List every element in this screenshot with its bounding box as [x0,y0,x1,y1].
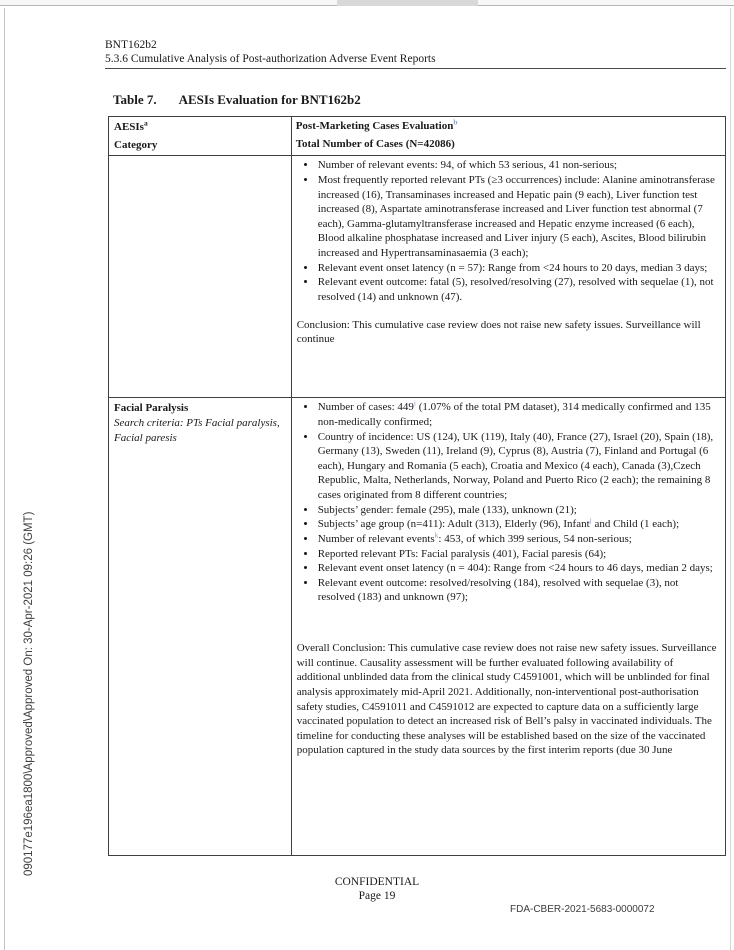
category-criteria: Search criteria: PTs Facial paralysis, Facial paresis [114,416,280,444]
browser-tab-fragment[interactable] [337,0,478,6]
table-caption-text: AESIs Evaluation for BNT162b2 [178,92,361,107]
page-footer [30,875,724,903]
viewer-top-chrome [0,0,734,6]
page-border-right [730,8,731,950]
evaluation-bullet: • Subjects’ gender: female (295), male (133), unknown (21); [317,503,717,518]
aesi-table [108,116,726,856]
table-caption-label: Table 7. [113,92,157,107]
category-title: Facial Paralysis [114,402,189,415]
evaluation-bullet: • Country of incidence: US (124), UK (119), Italy (40), France (27), Israel (20), Spain (18), Germany (13), Sweden (11), Ireland (9), Cyprus (8), Austria (7), Finland and Portugal (6 each), Hungary and Romania (5 each), Croatia and Mexico (4 each), Canada (3),Czech Republic, Malta, Netherlands, Norway, Poland and Puerto Rico (2 each); the remaining 8 cases originated from 8 different countries; [317,430,717,503]
conclusion-text: Conclusion: This cumulative case review does not raise new safety issues. Surveillance will continue [296,318,701,346]
evaluation-bullet-list [296,158,717,304]
evaluation-bullet: • Relevant event outcome: fatal (5), resolved/resolving (27), resolved with sequelae (1), not resolved (14) and unknown (47). [317,275,717,304]
evaluation-cell [291,398,725,856]
evaluation-bullet: • Relevant event onset latency (n = 57): Range from <24 hours to 20 days, median 3 days; [317,261,717,276]
document-subtitle: 5.3.6 Cumulative Analysis of Post-authorization Adverse Event Reports [105,53,436,65]
table-row [109,398,726,856]
evaluation-bullet: • Relevant event onset latency (n = 404): Range from <24 hours to 46 days, median 2 days; [317,561,717,576]
footnote-marker: i [413,398,417,408]
table-body [109,117,726,856]
evaluation-bullet: • Subjects’ age group (n=411): Adult (313), Elderly (96), Infant$^j$ and Child (1 each); [317,517,717,532]
evaluation-bullet: • Number of cases: 449$^i$ (1.07% of the total PM dataset), 314 medically confirmed and 135 non-medically confirmed; [317,400,717,429]
header-total-cases: Total Number of Cases (N=42086) [295,137,455,150]
header-evaluation: Post-Marketing Cases Evaluation$^b$ [295,117,458,132]
table-header-row [109,117,726,156]
header-cell-evaluation [291,117,725,156]
table-caption [113,92,361,108]
footnote-marker-b: b [453,117,458,127]
header-rule [105,68,726,69]
confidential-label: CONFIDENTIAL [334,876,420,888]
evaluation-cell [291,156,725,398]
evaluation-bullet-list [296,400,717,605]
page-border-left [4,8,5,950]
footnote-marker: j [589,515,592,525]
evaluation-bullet: • Relevant event outcome: resolved/resolving (184), resolved with sequelae (3), not resolved (183) and unknown (97); [317,576,717,605]
fda-document-number: FDA-CBER-2021-5683-0000072 [510,904,655,915]
evaluation-bullet: • Reported relevant PTs: Facial paralysis (401), Facial paresis (64); [317,547,717,562]
approval-stamp-rotated: 090177e196ea1800\Approved\Approved On: 30-Apr-2021 09:26 (GMT) [23,511,35,876]
footnote-marker-a: a [143,118,148,128]
evaluation-bullet: • Number of relevant events$^k$: 453, of which 399 serious, 54 non-serious; [317,532,717,547]
category-cell [109,156,292,398]
header-aesis: AESIs$^a$ [114,118,148,133]
evaluation-bullet: • Most frequently reported relevant PTs (≥3 occurrences) include: Alanine aminotransferase increased (16), Transaminases increased and Hepatic pain (9 each), Liver function test increased (8), Aspartate aminotransferase increased and Liver function test abnormal (7 each), Gamma-glutamyltransferase increased and Hepatic enzyme increased (6 each), Blood alkaline phosphatase increased and Liver injury (5 each), Ascites, Blood bilirubin increased and Hypertransaminasaemia (3 each); [317,173,717,261]
table-row [109,156,726,398]
header-category-label: Category [114,138,158,151]
conclusion-text: Overall Conclusion: This cumulative case review does not raise new safety issues. Surveillance will continue. Causality assessment will be further evaluated following availability of additional unblinded data from the clinical study C4591001, which will be unblinded for final analysis approximately mid-April 2021. Additionally, non-interventional post-authorisation safety studies, C4591011 and C4591012 are expected to capture data on a sufficiently large vaccinated population to detect an increased risk of Bell’s palsy in vaccinated individuals. The timeline for conducting these analyses will be established based on the size of the vaccinated population captured in the study data sources by the first interim reports (due 30 June [296,642,717,757]
document-title: BNT162b2 [105,39,157,51]
header-cell-category [109,117,292,156]
category-cell [109,398,292,856]
page-number: Page 19 [358,890,396,902]
footnote-marker: k [434,530,439,540]
evaluation-bullet: • Number of relevant events: 94, of which 53 serious, 41 non-serious; [317,158,717,173]
document-header [105,38,726,69]
